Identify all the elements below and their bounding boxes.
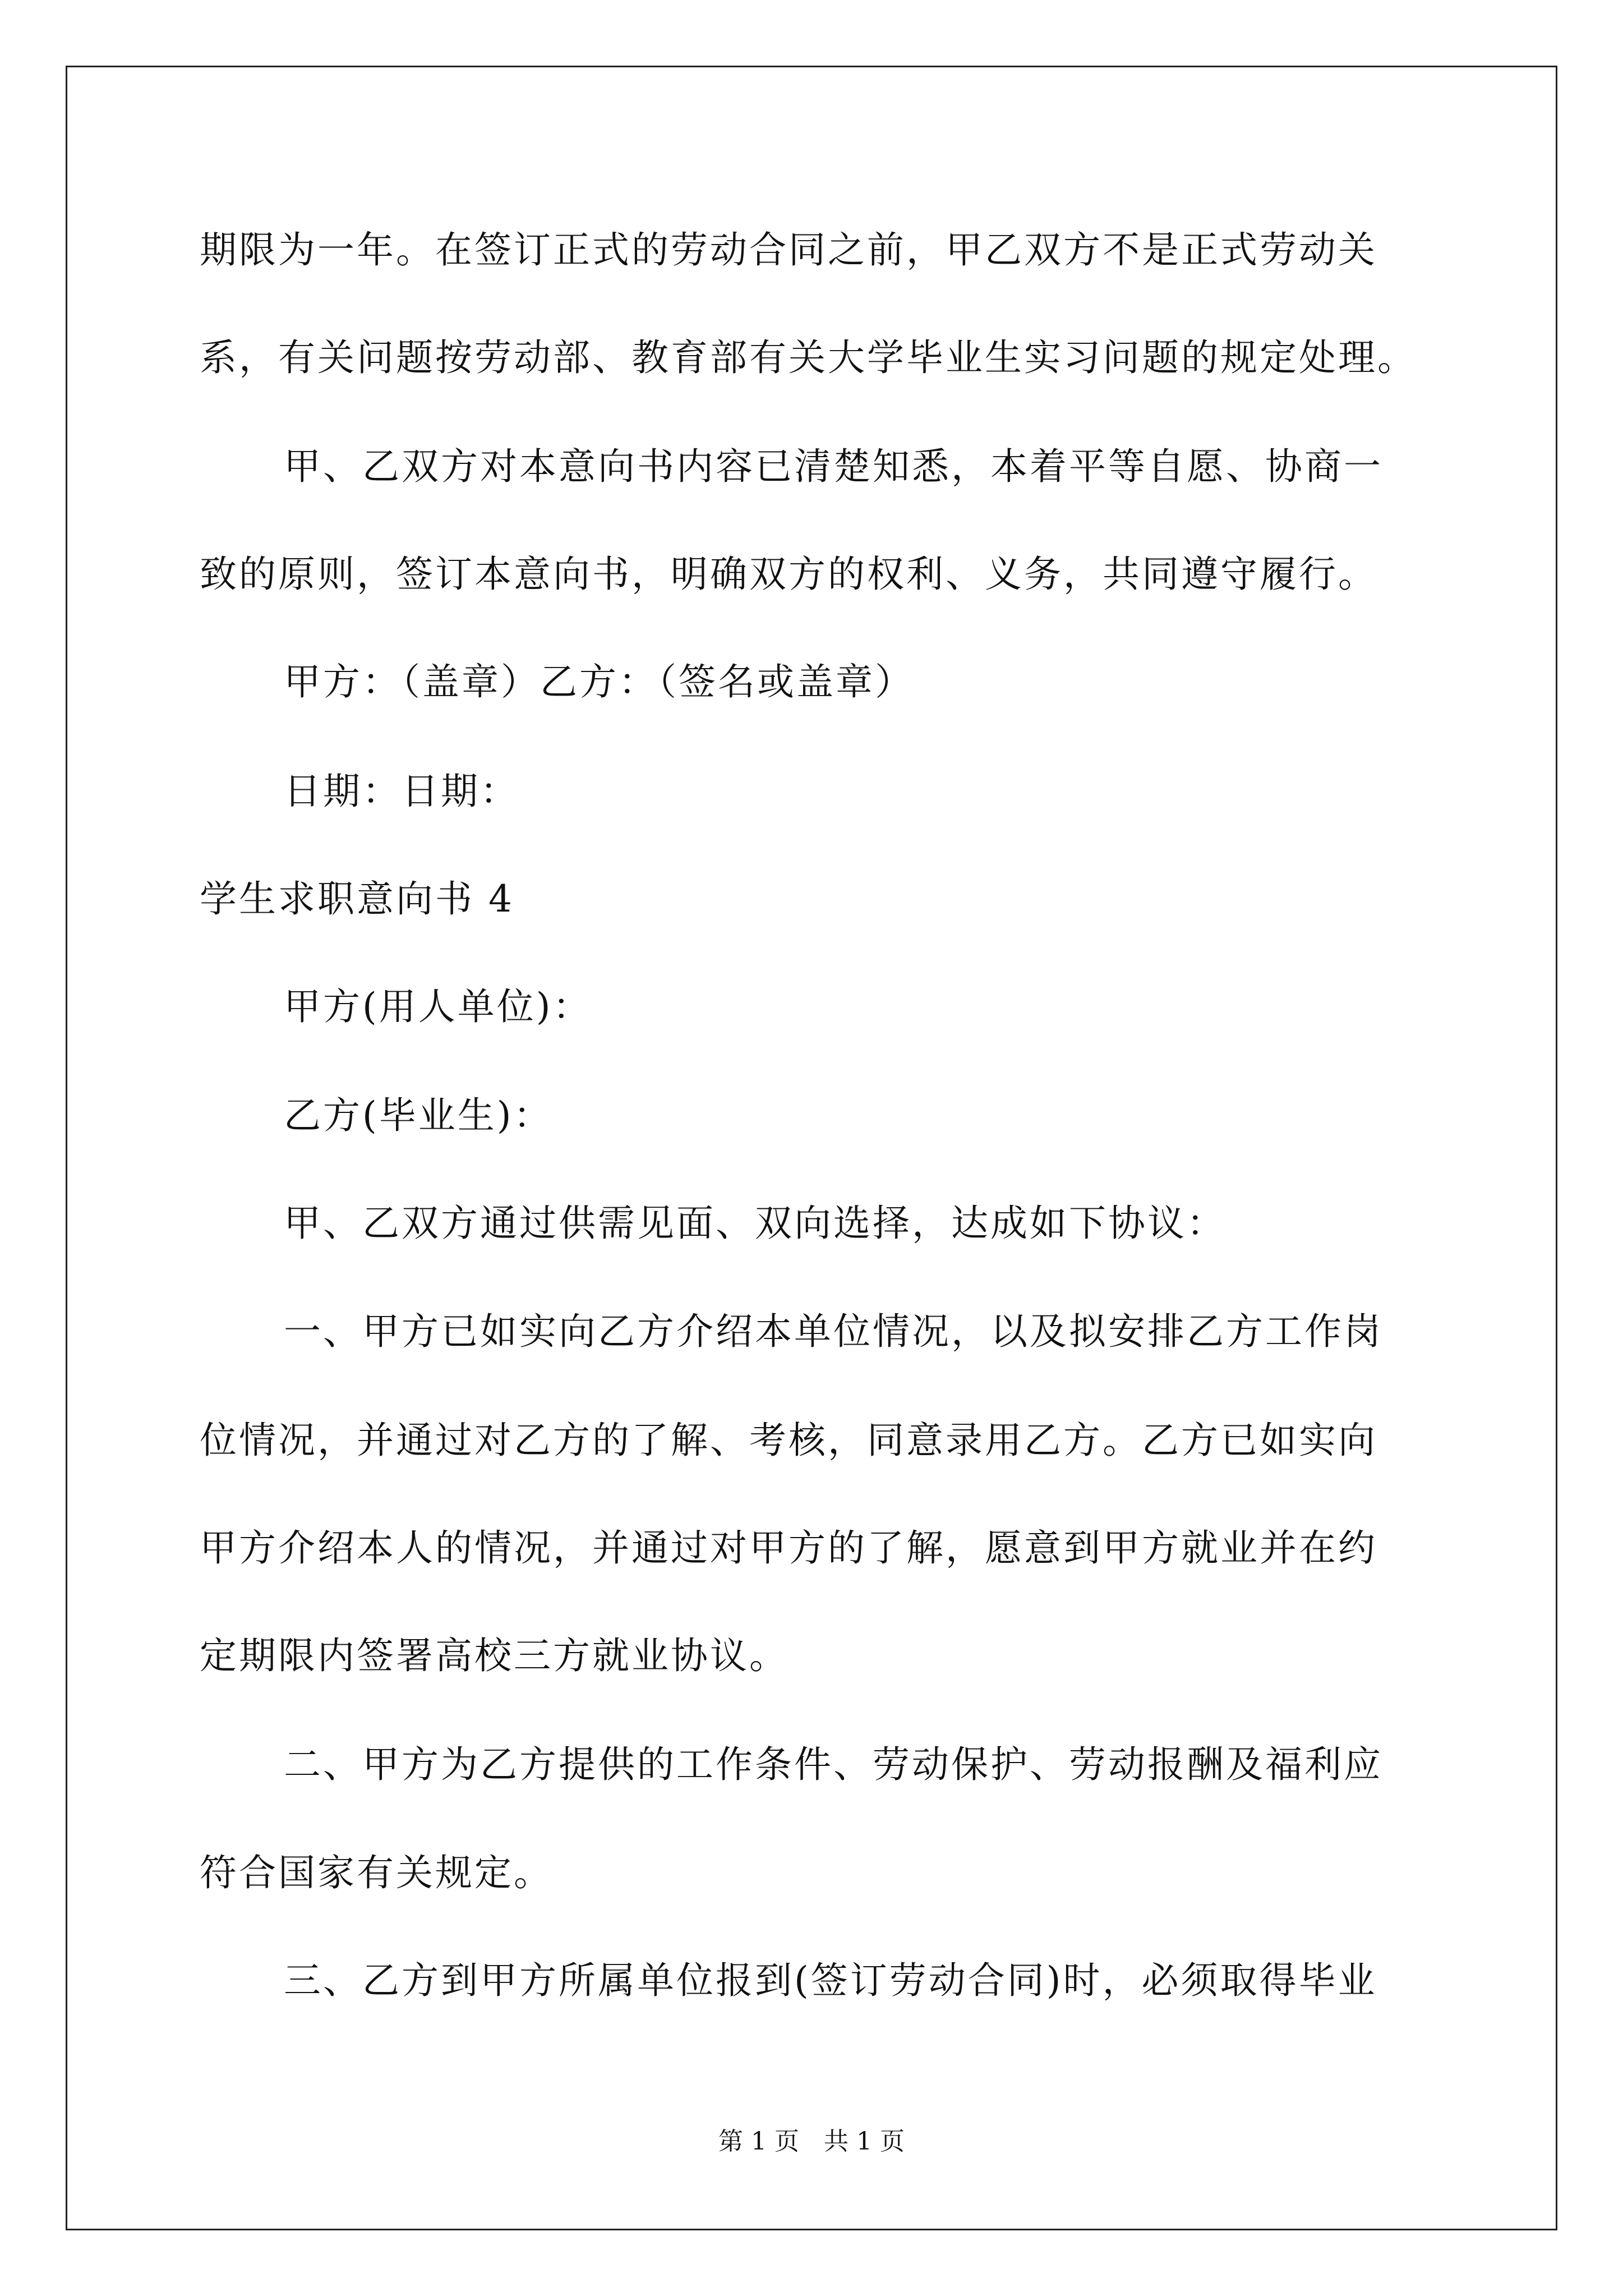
section-heading: 学生求职意向书 4 — [200, 877, 514, 921]
paragraph-line: 甲方介绍本人的情况，并通过对甲方的了解，愿意到甲方就业并在约 — [200, 1526, 1377, 1570]
paragraph-line: 期限为一年。在签订正式的劳动合同之前，甲乙双方不是正式劳动关 — [200, 228, 1377, 272]
paragraph-line: 致的原则，签订本意向书，明确双方的权利、义务，共同遵守履行。 — [200, 553, 1377, 596]
signature-line: 甲方：（盖章）乙方：（签名或盖章） — [284, 660, 914, 703]
paragraph-line: 甲、乙双方通过供需见面、双向选择，达成如下协议： — [284, 1202, 1226, 1245]
paragraph-line: 定期限内签署高校三方就业协议。 — [200, 1634, 789, 1677]
paragraph-line: 甲、乙双方对本意向书内容已清楚知悉，本着平等自愿、协商一 — [284, 445, 1383, 488]
party-b-line: 乙方(毕业生)： — [284, 1094, 553, 1137]
paragraph-line: 符合国家有关规定。 — [200, 1851, 553, 1894]
paragraph-line: 二、甲方为乙方提供的工作条件、劳动保护、劳动报酬及福利应 — [284, 1743, 1383, 1786]
paragraph-line: 系，有关问题按劳动部、教育部有关大学毕业生实习问题的规定处理。 — [200, 336, 1417, 379]
page-number-footer: 第 1 页 共 1 页 — [718, 2127, 905, 2156]
paragraph-line: 位情况，并通过对乙方的了解、考核，同意录用乙方。乙方已如实向 — [200, 1419, 1377, 1462]
date-line: 日期：日期： — [284, 770, 519, 813]
paragraph-line: 三、乙方到甲方所属单位报到(签订劳动合同)时，必须取得毕业 — [284, 1959, 1377, 2002]
page-border — [66, 66, 1557, 2230]
paragraph-line: 一、甲方已如实向乙方介绍本单位情况，以及拟安排乙方工作岗 — [284, 1310, 1383, 1353]
party-a-line: 甲方(用人单位)： — [284, 985, 592, 1028]
